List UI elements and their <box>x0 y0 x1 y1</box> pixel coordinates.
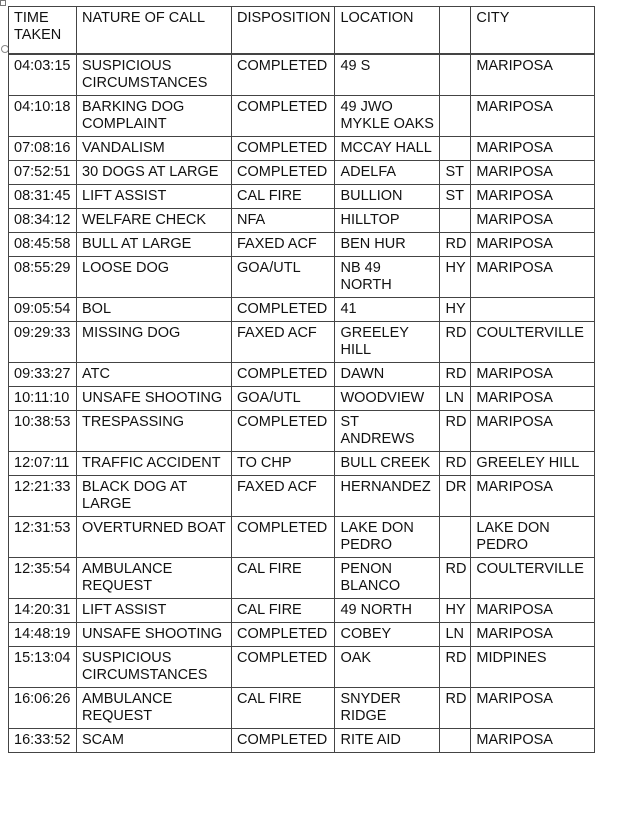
table-row <box>9 322 595 363</box>
time-cell: 07:08:16 <box>9 137 77 161</box>
nature-cell: TRESPASSING <box>77 411 232 452</box>
time-cell: 10:38:53 <box>9 411 77 452</box>
city-cell: MARIPOSA <box>471 411 595 452</box>
table-row <box>9 729 595 753</box>
suffix-cell <box>440 517 471 558</box>
location-cell: MCCAY HALL <box>335 137 440 161</box>
location-cell: SNYDER RIDGE <box>335 688 440 729</box>
nature-cell: OVERTURNED BOAT <box>77 517 232 558</box>
location-cell: WOODVIEW <box>335 387 440 411</box>
table-anchor-marker <box>0 0 6 6</box>
disposition-cell: COMPLETED <box>232 647 335 688</box>
location-cell: 49 S <box>335 54 440 96</box>
city-cell: MARIPOSA <box>471 185 595 209</box>
time-cell: 12:31:53 <box>9 517 77 558</box>
time-cell: 16:33:52 <box>9 729 77 753</box>
nature-cell: BULL AT LARGE <box>77 233 232 257</box>
city-cell: MARIPOSA <box>471 137 595 161</box>
city-cell: MARIPOSA <box>471 233 595 257</box>
suffix-cell <box>440 209 471 233</box>
city-cell: MARIPOSA <box>471 476 595 517</box>
time-cell: 16:06:26 <box>9 688 77 729</box>
header-suffix <box>440 7 471 55</box>
table-row <box>9 209 595 233</box>
city-cell <box>471 298 595 322</box>
time-cell: 15:13:04 <box>9 647 77 688</box>
location-cell: DAWN <box>335 363 440 387</box>
location-cell: 49 JWO MYKLE OAKS <box>335 96 440 137</box>
header-time-taken: TIME TAKEN <box>9 7 77 55</box>
suffix-cell: LN <box>440 623 471 647</box>
disposition-cell: COMPLETED <box>232 161 335 185</box>
nature-cell: SUSPICIOUS CIRCUMSTANCES <box>77 54 232 96</box>
time-cell: 12:07:11 <box>9 452 77 476</box>
disposition-cell: CAL FIRE <box>232 688 335 729</box>
suffix-cell: RD <box>440 688 471 729</box>
nature-cell: UNSAFE SHOOTING <box>77 623 232 647</box>
suffix-cell: LN <box>440 387 471 411</box>
suffix-cell: ST <box>440 185 471 209</box>
location-cell: GREELEY HILL <box>335 322 440 363</box>
city-cell: MARIPOSA <box>471 54 595 96</box>
time-cell: 04:10:18 <box>9 96 77 137</box>
location-cell: ADELFA <box>335 161 440 185</box>
table-row <box>9 476 595 517</box>
disposition-cell: COMPLETED <box>232 363 335 387</box>
table-row <box>9 411 595 452</box>
nature-cell: SCAM <box>77 729 232 753</box>
disposition-cell: TO CHP <box>232 452 335 476</box>
table-row <box>9 599 595 623</box>
header-disposition: DISPOSITION <box>232 7 335 55</box>
nature-cell: LIFT ASSIST <box>77 599 232 623</box>
city-cell: MARIPOSA <box>471 387 595 411</box>
city-cell: MARIPOSA <box>471 363 595 387</box>
disposition-cell: COMPLETED <box>232 137 335 161</box>
location-cell: 41 <box>335 298 440 322</box>
suffix-cell <box>440 729 471 753</box>
table-row <box>9 558 595 599</box>
disposition-cell: COMPLETED <box>232 623 335 647</box>
disposition-cell: FAXED ACF <box>232 233 335 257</box>
suffix-cell: HY <box>440 298 471 322</box>
disposition-cell: COMPLETED <box>232 96 335 137</box>
disposition-cell: FAXED ACF <box>232 476 335 517</box>
time-cell: 10:11:10 <box>9 387 77 411</box>
header-row <box>9 7 595 55</box>
location-cell: OAK <box>335 647 440 688</box>
city-cell: MARIPOSA <box>471 688 595 729</box>
table-row <box>9 185 595 209</box>
location-cell: 49 NORTH <box>335 599 440 623</box>
time-cell: 07:52:51 <box>9 161 77 185</box>
time-cell: 09:33:27 <box>9 363 77 387</box>
city-cell: COULTERVILLE <box>471 322 595 363</box>
suffix-cell: RD <box>440 363 471 387</box>
city-cell: LAKE DON PEDRO <box>471 517 595 558</box>
city-cell: MARIPOSA <box>471 209 595 233</box>
table-row <box>9 363 595 387</box>
city-cell: MARIPOSA <box>471 599 595 623</box>
location-cell: PENON BLANCO <box>335 558 440 599</box>
location-cell: RITE AID <box>335 729 440 753</box>
table-row <box>9 233 595 257</box>
time-cell: 04:03:15 <box>9 54 77 96</box>
city-cell: MARIPOSA <box>471 161 595 185</box>
city-cell: MARIPOSA <box>471 623 595 647</box>
header-nature-of-call: NATURE OF CALL <box>77 7 232 55</box>
table-row <box>9 257 595 298</box>
time-cell: 09:29:33 <box>9 322 77 363</box>
table-row <box>9 298 595 322</box>
nature-cell: SUSPICIOUS CIRCUMSTANCES <box>77 647 232 688</box>
table-row <box>9 688 595 729</box>
time-cell: 12:35:54 <box>9 558 77 599</box>
disposition-cell: COMPLETED <box>232 411 335 452</box>
nature-cell: LIFT ASSIST <box>77 185 232 209</box>
table-row <box>9 452 595 476</box>
suffix-cell <box>440 54 471 96</box>
suffix-cell: HY <box>440 257 471 298</box>
city-cell: MARIPOSA <box>471 96 595 137</box>
disposition-cell: CAL FIRE <box>232 558 335 599</box>
suffix-cell <box>440 137 471 161</box>
nature-cell: BLACK DOG AT LARGE <box>77 476 232 517</box>
disposition-cell: FAXED ACF <box>232 322 335 363</box>
header-location: LOCATION <box>335 7 440 55</box>
suffix-cell: RD <box>440 558 471 599</box>
location-cell: COBEY <box>335 623 440 647</box>
time-cell: 09:05:54 <box>9 298 77 322</box>
time-cell: 08:31:45 <box>9 185 77 209</box>
time-cell: 08:55:29 <box>9 257 77 298</box>
nature-cell: ATC <box>77 363 232 387</box>
location-cell: BEN HUR <box>335 233 440 257</box>
suffix-cell: DR <box>440 476 471 517</box>
city-cell: MARIPOSA <box>471 729 595 753</box>
city-cell: COULTERVILLE <box>471 558 595 599</box>
nature-cell: TRAFFIC ACCIDENT <box>77 452 232 476</box>
suffix-cell: HY <box>440 599 471 623</box>
location-cell: NB 49 NORTH <box>335 257 440 298</box>
disposition-cell: COMPLETED <box>232 298 335 322</box>
nature-cell: MISSING DOG <box>77 322 232 363</box>
disposition-cell: NFA <box>232 209 335 233</box>
nature-cell: AMBULANCE REQUEST <box>77 558 232 599</box>
disposition-cell: CAL FIRE <box>232 185 335 209</box>
city-cell: MARIPOSA <box>471 257 595 298</box>
table-row <box>9 623 595 647</box>
table-row <box>9 647 595 688</box>
table-row <box>9 387 595 411</box>
nature-cell: VANDALISM <box>77 137 232 161</box>
disposition-cell: GOA/UTL <box>232 387 335 411</box>
nature-cell: WELFARE CHECK <box>77 209 232 233</box>
disposition-cell: GOA/UTL <box>232 257 335 298</box>
suffix-cell: RD <box>440 233 471 257</box>
nature-cell: BOL <box>77 298 232 322</box>
city-cell: GREELEY HILL <box>471 452 595 476</box>
suffix-cell: RD <box>440 647 471 688</box>
table-row <box>9 517 595 558</box>
disposition-cell: COMPLETED <box>232 517 335 558</box>
suffix-cell: RD <box>440 322 471 363</box>
city-cell: MIDPINES <box>471 647 595 688</box>
time-cell: 08:34:12 <box>9 209 77 233</box>
header-city: CITY <box>471 7 595 55</box>
location-cell: BULLION <box>335 185 440 209</box>
suffix-cell: RD <box>440 411 471 452</box>
suffix-cell <box>440 96 471 137</box>
nature-cell: LOOSE DOG <box>77 257 232 298</box>
table-row <box>9 137 595 161</box>
call-log-table <box>8 6 595 753</box>
time-cell: 12:21:33 <box>9 476 77 517</box>
disposition-cell: COMPLETED <box>232 54 335 96</box>
suffix-cell: ST <box>440 161 471 185</box>
table-row <box>9 96 595 137</box>
nature-cell: 30 DOGS AT LARGE <box>77 161 232 185</box>
location-cell: HILLTOP <box>335 209 440 233</box>
suffix-cell: RD <box>440 452 471 476</box>
time-cell: 14:20:31 <box>9 599 77 623</box>
table-row <box>9 54 595 96</box>
nature-cell: BARKING DOG COMPLAINT <box>77 96 232 137</box>
time-cell: 14:48:19 <box>9 623 77 647</box>
table-row <box>9 161 595 185</box>
nature-cell: UNSAFE SHOOTING <box>77 387 232 411</box>
location-cell: LAKE DON PEDRO <box>335 517 440 558</box>
nature-cell: AMBULANCE REQUEST <box>77 688 232 729</box>
disposition-cell: COMPLETED <box>232 729 335 753</box>
location-cell: ST ANDREWS <box>335 411 440 452</box>
time-cell: 08:45:58 <box>9 233 77 257</box>
disposition-cell: CAL FIRE <box>232 599 335 623</box>
location-cell: BULL CREEK <box>335 452 440 476</box>
location-cell: HERNANDEZ <box>335 476 440 517</box>
